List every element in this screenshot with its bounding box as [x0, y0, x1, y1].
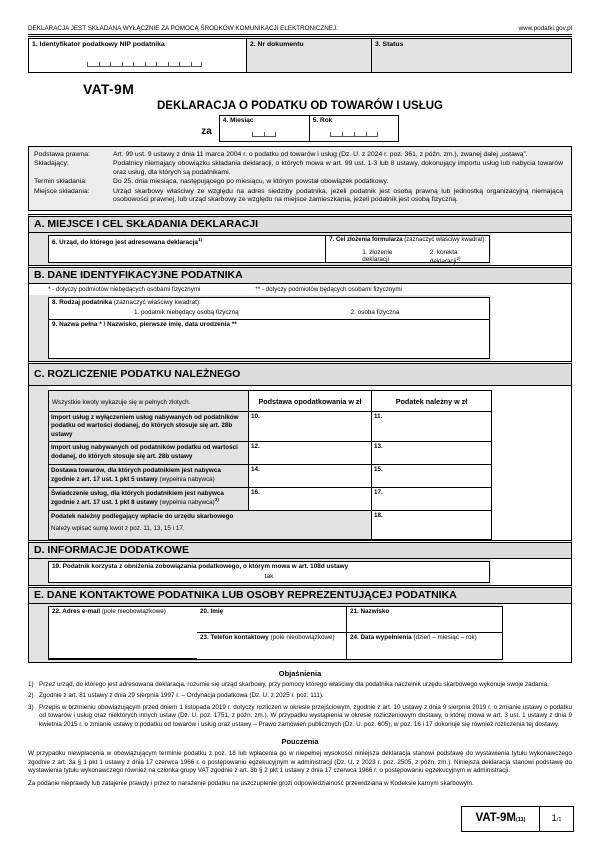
field-16-cell[interactable] — [249, 487, 372, 510]
month-field[interactable] — [220, 116, 309, 141]
total-note: Należy wpisać sumę kwot z poz. 11, 13, 15 i 17. — [51, 525, 185, 533]
option-individual[interactable]: 2. osoba fizyczna — [350, 309, 400, 317]
column-header-tax-due: Podatek należny w zł — [372, 391, 492, 412]
section-a-title: A. MIEJSCE I CEL SKŁADANIA DEKLARACJI — [29, 217, 571, 233]
field-14-cell[interactable] — [249, 464, 372, 487]
field-9-label: 9. Nazwa pełna * / Nazwisko, pierwsze imię, data urodzenia ** — [52, 321, 237, 329]
table-row: Dostawa towarów, dla których podatnikiem jest nabywca zgodnie z art. 17 ust. 1 pkt 5 ustawy (wypełnia nabywca) 14. 15. — [49, 464, 492, 487]
row-label: Import usług z wyłączeniem usług nabywanych od podatników podatku od wartości dodanej, do których stosuje się art. 28b ustawy — [51, 414, 239, 439]
field-19-box — [48, 561, 490, 583]
month-digit-comb[interactable] — [252, 132, 276, 137]
form-footer-box — [461, 806, 574, 832]
form-title: DEKLARACJA O PODATKU OD TOWARÓW I USŁUG — [156, 100, 443, 112]
explanations-heading: Objaśnienia — [278, 668, 322, 678]
field-7-purpose — [326, 236, 489, 265]
legal-label: Miejsce składania: — [34, 187, 90, 195]
row-label: Świadczenie usług, dla których podatnikiem jest nabywca zgodnie z art. 17 ust. 1 pkt 8 ustawy — [51, 489, 224, 507]
year-field[interactable] — [309, 116, 398, 141]
field-20-first-name-input[interactable] — [197, 607, 347, 633]
option-non-individual[interactable]: 1. podatnik niebędący osobą fizyczną — [134, 309, 239, 317]
section-c-title: C. ROZLICZENIE PODATKU NALEŻNEGO — [29, 364, 571, 386]
section-a-content — [29, 233, 491, 265]
field-15-cell[interactable] — [372, 464, 492, 487]
field-22-hint: (pole nieobowiązkowe) — [100, 607, 166, 615]
row-label: Dostawa towarów, dla których podatnikiem jest nabywca zgodnie z art. 17 ust. 1 pkt 5 ustawy — [51, 466, 221, 484]
page-number: 1 — [551, 813, 557, 824]
section-d-title: D. INFORMACJE DODATKOWE — [29, 543, 571, 559]
month-label: 4. Miesiąc — [222, 117, 254, 124]
legal-row — [29, 160, 571, 177]
field-number: 14. — [251, 465, 260, 473]
footnote-3 — [28, 704, 572, 730]
note-individuals: ** - dotyczy podmiotów będących osobami fizycznymi — [255, 285, 402, 293]
footnote-number: 1) — [28, 680, 34, 688]
field-11-cell[interactable] — [372, 412, 492, 441]
field-number: 16. — [251, 488, 260, 496]
field-8-label: 8. Rodzaj podatnika — [52, 298, 113, 306]
field-23-label: 23. Telefon kontaktowy — [200, 633, 269, 641]
section-b — [28, 265, 572, 361]
left-shaded-strip — [29, 386, 48, 539]
field-6-footnote-mark: 1) — [197, 236, 203, 242]
option-tak[interactable]: tak — [264, 572, 274, 580]
legal-row — [29, 178, 571, 186]
nip-label: 1. Identyfikator podatkowy NIP podatnika — [32, 41, 165, 48]
row-label: Import usług nabywanych od podatników podatku od wartości dodanej, do których stosuje się art. 28b ustawy — [51, 443, 238, 461]
field-20-label: 20. Imię — [200, 607, 224, 615]
legal-text: Urząd skarbowy właściwy ze względu na adres siedziby podatnika, jeżeli podatnik jest osobą prawną lub jednostką organizacyjną niemającą osobowości prawnej, lub urząd skarbowy ze względu na miejsce zamieszkania, jeżeli podatnik jest osobą fizyczną. — [113, 187, 563, 204]
caution-paragraph-1: W przypadku niewpłacenia w obowiązującym terminie podatku z poz. 18 lub wpłacenia go w niepełnej wysokości niniejsza deklaracja stanowi podstawę do wystawienia tytułu wykonawczego zgodnie z art. 3a § 1 pkt 1 ustawy z dnia 17 czerwca 1966 r. o postępowaniu egzekucyjnym w administracji (Dz. U. z 2023 r. poz. 2505, z późn. zm.). Niniejsza deklaracja stanowi podstawę do wystawienia tytułu wykonawczego również na członka grupy VAT zgodnie z art. 3b § 2 pkt 1 ustawy z dnia 17 czerwca 1966 r. o postępowaniu egzekucyjnym w administracji. — [28, 750, 572, 775]
field-23-phone-input[interactable] — [197, 633, 347, 659]
table-row — [49, 412, 492, 441]
field-22-email-input[interactable] — [49, 607, 197, 659]
field-12-cell[interactable] — [249, 441, 372, 464]
option-correct-declaration[interactable] — [430, 249, 489, 265]
footnote-number: 3) — [28, 703, 34, 711]
legal-text: Podatnicy niemający obowiązku składania deklaracji, o których mowa w art. 99 ust. 1-3 lub 8 ustawy, dokonujący importu usług lub nabycia towarów oraz usług, dla których są podatnikami. — [113, 160, 563, 176]
legal-label: Składający: — [34, 160, 69, 168]
form-code: VAT-9M — [83, 81, 135, 97]
option-submit-declaration[interactable]: 1. złożenie deklaracji — [362, 248, 393, 263]
id-fields-row — [28, 38, 572, 73]
legal-basis-block — [28, 146, 572, 211]
note-non-individuals: * - dotyczy podmiotów niebędących osobami fizycznymi — [48, 285, 201, 293]
caution-paragraph-2: Za podanie nieprawdy lub zatajenie prawdy i przez to narażenie podatku na uszczuplenie grozi odpowiedzialność przewidziana w Kodeksie karnym skarbowym. — [28, 779, 474, 787]
field-21-last-name-input[interactable] — [347, 607, 503, 633]
section-b-content — [29, 295, 491, 361]
field-22-label: 22. Adres e-mail — [52, 607, 101, 615]
field-6-office-input[interactable] — [49, 236, 326, 262]
field-number: 15. — [374, 465, 383, 473]
option-correct-footnote-mark: 2) — [456, 255, 461, 261]
period-row — [28, 115, 572, 142]
field-13-cell[interactable] — [372, 441, 492, 464]
status-label: 3. Status — [375, 41, 404, 48]
nip-digit-comb[interactable] — [87, 62, 202, 67]
year-label: 5. Rok — [312, 117, 333, 124]
field-number: 11. — [374, 413, 383, 421]
table-row: Świadczenie usług, dla których podatnikiem jest nabywca zgodnie z art. 17 ust. 1 pkt 8 ustawy (wypełnia nabywca)$^{3)}$ 16. 17. — [49, 487, 492, 510]
amounts-note: Wszystkie kwoty wykazuje się w pełnych złotych. — [49, 391, 249, 412]
document-number-field — [246, 39, 371, 72]
field-10-cell[interactable] — [249, 412, 372, 441]
field-number: 10. — [251, 413, 260, 421]
footnote-number: 2) — [28, 692, 34, 700]
website-text: www.podatki.gov.pl — [518, 25, 572, 32]
status-field — [371, 39, 571, 72]
document-number-label: 2. Nr dokumentu — [250, 41, 304, 48]
field-9-name-input[interactable] — [48, 319, 490, 359]
section-c — [28, 361, 572, 539]
footer-version: (11) — [515, 817, 526, 823]
legal-row — [29, 151, 571, 159]
footnote-text: Przez urząd, do którego jest adresowana deklaracja, rozumie się urząd skarbowy, przy pomocy którego właściwy dla podatnika naczelnik urzędu skarbowego wykonuje swoje zadania. — [39, 680, 549, 688]
option-correct-label: 2. korekta deklaracji — [429, 248, 458, 265]
field-6-label: 6. Urząd, do którego jest adresowana deklaracja — [52, 239, 198, 247]
field-number: 13. — [374, 442, 383, 450]
field-7-label: 7. Cel złożenia formularza — [329, 236, 403, 243]
footnote-1 — [28, 681, 572, 690]
za-label: za — [201, 126, 212, 137]
legal-text: Do 25. dnia miesiąca, następującego po miesiącu, w którym powstał obowiązek podatkowy. — [113, 178, 389, 186]
field-7-hint: (zaznaczyć właściwy kwadrat): — [402, 236, 486, 243]
legal-text: Art. 99 ust. 9 ustawy z dnia 11 marca 2004 r. o podatku od towarów i usług (Dz. U. z 2024 r. poz. 361, z późn. zm.), zwanej dalej „ustawą”. — [113, 151, 528, 158]
legal-label: Termin składania: — [34, 178, 87, 186]
field-17-cell[interactable] — [372, 487, 492, 510]
field-18-cell[interactable] — [372, 510, 492, 539]
nip-field[interactable] — [29, 39, 246, 72]
section-e-title: E. DANE KONTAKTOWE PODATNIKA LUB OSOBY REPREZENTUJĄCEJ PODATNIKA — [29, 588, 571, 604]
year-digit-comb[interactable] — [330, 132, 378, 137]
field-23-hint: (pole nieobowiązkowe) — [268, 633, 335, 641]
footer-code-text: VAT-9M — [475, 812, 516, 824]
legal-row — [29, 188, 571, 205]
footnote-text: Zgodnie z art. 81 ustawy z dnia 29 sierpnia 1997 r. – Ordynacja podatkowa (Dz. U. z 2025 r. poz. 111). — [39, 692, 324, 700]
electronic-filing-note: DEKLARACJA JEST SKŁADANA WYŁĄCZNIE ZA POMOCĄ ŚRODKÓW KOMUNIKACJI ELEKTRONICZNEJ. — [28, 25, 338, 32]
section-a — [28, 214, 572, 265]
section-e — [28, 585, 572, 663]
section-d — [28, 540, 572, 585]
page-count: /1 — [556, 817, 562, 823]
field-24-label: 24. Data wypełnienia — [350, 633, 412, 641]
field-number: 17. — [374, 488, 383, 496]
legal-label: Podstawa prawna: — [34, 151, 90, 158]
field-19-label: 19. Podatnik korzysta z obniżenia zobowiązania podatkowego, o którym mowa w art. 108d ustawy — [52, 562, 349, 570]
footnote-text: Przepis w brzmieniu obowiązującym przed dniem 1 listopada 2019 r. dotyczy rozliczeń w okresie przejściowym, zgodnie z art. 10 ustawy z dnia 9 sierpnia 2019 r. o zmianie ustawy o podatku od towarów i usług oraz niektórych innych ustaw (Dz. U. poz. 1751, z późn. zm.). W przypadku wystąpienia w okresie rozliczeniowym dostawy, o której mowa w art. 3 ust. 1 ustawy z dnia 9 kwietnia 2015 r. o zmianie ustawy o podatku od towarów i usług oraz ustawy – Prawo zamówień publicznych (Dz. U. poz. 605), w poz. 16 i 17 dokonuje się również rozliczenia tej dostawy. — [39, 703, 572, 728]
field-8-hint: (zaznaczyć właściwy kwadrat): — [112, 298, 201, 306]
footnote-2 — [28, 692, 572, 701]
section-d-content — [29, 559, 491, 585]
section-c-content — [29, 386, 571, 539]
table-row — [49, 441, 492, 464]
total-label: Podatek należny podlegający wpłacie do urzędu skarbowego — [51, 512, 234, 520]
section-b-asterisk-notes — [29, 284, 571, 295]
total-row — [49, 510, 492, 539]
section-b-title: B. DANE IDENTYFIKACYJNE PODATNIKA — [29, 268, 571, 284]
field-24-date-input[interactable] — [347, 633, 503, 659]
footer-page-number — [540, 807, 573, 831]
top-header — [28, 0, 572, 37]
field-number: 12. — [251, 442, 260, 450]
field-8-taxpayer-type — [48, 297, 490, 320]
section-e-content — [29, 604, 503, 662]
field-number: 18. — [374, 511, 383, 519]
column-header-tax-base: Podstawa opodatkowania w zł — [249, 391, 372, 412]
field-21-label: 21. Nazwisko — [350, 607, 390, 615]
period-boxes — [219, 115, 399, 142]
footer-form-code — [462, 807, 540, 831]
cautions-heading: Pouczenia — [281, 737, 319, 747]
tax-due-table — [48, 390, 492, 539]
field-24-hint: (dzień – miesiąc – rok) — [411, 633, 477, 641]
